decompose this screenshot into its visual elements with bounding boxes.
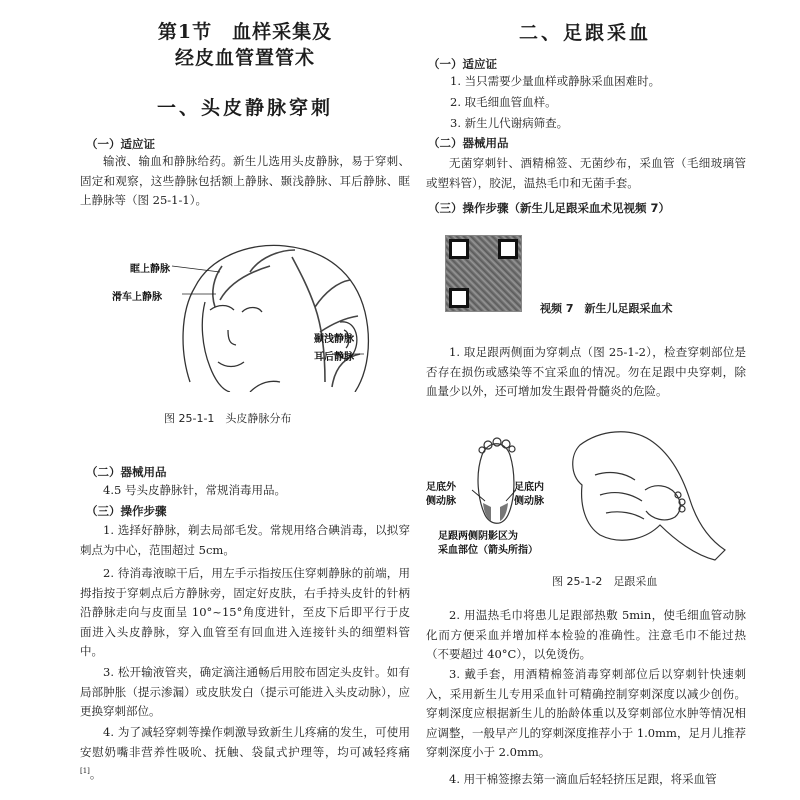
heading-heel-stick: 二、足跟采血 (518, 22, 651, 44)
baby-foot-outline (645, 486, 680, 520)
heading-scalp-vein: 一、头皮静脉穿刺 (156, 97, 333, 119)
hand-outline (573, 432, 725, 560)
video-caption: 视频 7 新生儿足跟采血术 (540, 302, 673, 315)
citation-ref[interactable]: [1] (80, 767, 90, 775)
foot-sole-outline (478, 444, 514, 524)
subheading-equipment-2: （二）器械用品 (428, 136, 509, 150)
subheading-equipment: （二）器械用品 (86, 465, 167, 479)
indication-item-1: 1. 当只需要少量血样或静脉采血困难时。 (450, 74, 661, 88)
subheading-procedure: （三）操作步骤 (86, 504, 167, 518)
heel-step-2: 2. 用温热毛巾将患儿足跟部热敷 5min，使毛细血管动脉化而方便采血并增加样本检验的准确性。注意毛巾不能过热（不要超过 40°C），以免烫伤。 (426, 608, 746, 661)
step-1: 1. 选择好静脉，剃去局部毛发。常规用络合碘消毒，以拟穿刺点为中心，范围超过 5cm。 (80, 523, 410, 557)
section-title-line1: 第1节 血样采集及 (157, 21, 333, 43)
indication-item-2: 2. 取毛细血管血样。 (450, 95, 557, 109)
label-orbital-vein: 眶上静脉 (130, 264, 170, 275)
label-postauricular-vein: 耳后静脉 (314, 352, 354, 363)
step-2: 2. 待消毒液晾干后，用左手示指按压住穿刺静脉的前端，用拇指按于穿刺点后方静脉旁，固定好皮肤，右手持头皮针的针柄沿静脉走向与皮面呈 10°~15°角度进针，至皮下后即平行于皮面进入头皮静脉，穿入血管至有回血进入连接针头的细塑料管中。 (80, 566, 410, 658)
orbital-vein (220, 250, 295, 300)
subheading-indications: （一）适应证 (86, 137, 155, 151)
equipment-text: 4.5 号头皮静脉针，常规消毒用品。 (103, 483, 286, 497)
label-temporal-vein: 颞浅静脉 (314, 334, 354, 345)
heel-shaded-zone-right (500, 503, 508, 521)
indications-text: 输液、输血和静脉给药。新生儿选用头皮静脉，易于穿刺、固定和观察，这些静脉包括额上静脉、颞浅静脉、耳后静脉、眶上静脉等（图 25-1-1）。 (80, 154, 410, 207)
label-lateral-artery-2: 侧动脉 (426, 496, 456, 507)
heel-step-3: 3. 戴手套，用酒精棉签消毒穿刺部位后以穿刺针快速刺入，采用新生儿专用采血针可精确控制穿刺深度以减少创伤。穿刺深度应根据新生儿的胎龄体重以及穿刺部位水肿等情况相应调整，一般早产儿的穿刺深度推荐小于 1.0mm，足月儿推荐穿刺深度小于 2.0mm。 (426, 667, 746, 759)
heel-step-1: 1. 取足跟两侧面为穿刺点（图 25-1-2），检查穿刺部位是否存在损伤或感染等不宜采血的情况。勿在足跟中央穿刺，除血量少以外，还可增加发生跟骨骨髓炎的危险。 (426, 345, 746, 398)
section-title-line2: 经皮血管置管术 (174, 47, 315, 69)
video-qr-code[interactable] (445, 235, 522, 312)
step-3: 3. 松开输液管夹，确定滴注通畅后用胶布固定头皮针。如有局部肿胀（提示渗漏）或皮肤发白（提示可能进入头皮动脉），应更换穿刺部位。 (80, 665, 410, 718)
label-medial-artery-1: 足底内 (514, 482, 544, 493)
label-medial-artery-2: 侧动脉 (514, 496, 544, 507)
temporal-vein (292, 257, 358, 382)
subheading-procedure-2: （三）操作步骤（新生儿足跟采血术见视频 7） (428, 201, 671, 215)
figure-scalp-veins (110, 232, 410, 392)
heel-step-4: 4. 用干棉签擦去第一滴血后轻轻挤压足跟，将采血管 (449, 772, 717, 786)
subheading-indications-2: （一）适应证 (428, 57, 497, 71)
label-trochlear-vein: 滑车上静脉 (112, 292, 162, 303)
trochlear-vein (213, 266, 222, 307)
equipment-text-2: 无菌穿刺针、酒精棉签、无菌纱布，采血管（毛细玻璃管或塑料管），胶泥，温热毛巾和无菌手套。 (426, 156, 746, 190)
face-outline (202, 302, 230, 392)
label-shaded-zone-2: 采血部位（箭头所指） (438, 545, 538, 556)
figure-caption-25-1-1: 图 25-1-1 头皮静脉分布 (164, 412, 292, 425)
figure-caption-25-1-2: 图 25-1-2 足跟采血 (552, 575, 658, 588)
indication-item-3: 3. 新生儿代谢病筛查。 (450, 116, 569, 130)
label-shaded-zone-1: 足跟两侧阴影区为 (438, 531, 518, 542)
step-4: 4. 为了减轻穿刺等操作刺激导致新生儿疼痛的发生，可使用安慰奶嘴非营养性吸吮、抚触、袋鼠式护理等，均可减轻疼痛[1]。 (80, 725, 410, 781)
label-lateral-artery-1: 足底外 (426, 482, 456, 493)
